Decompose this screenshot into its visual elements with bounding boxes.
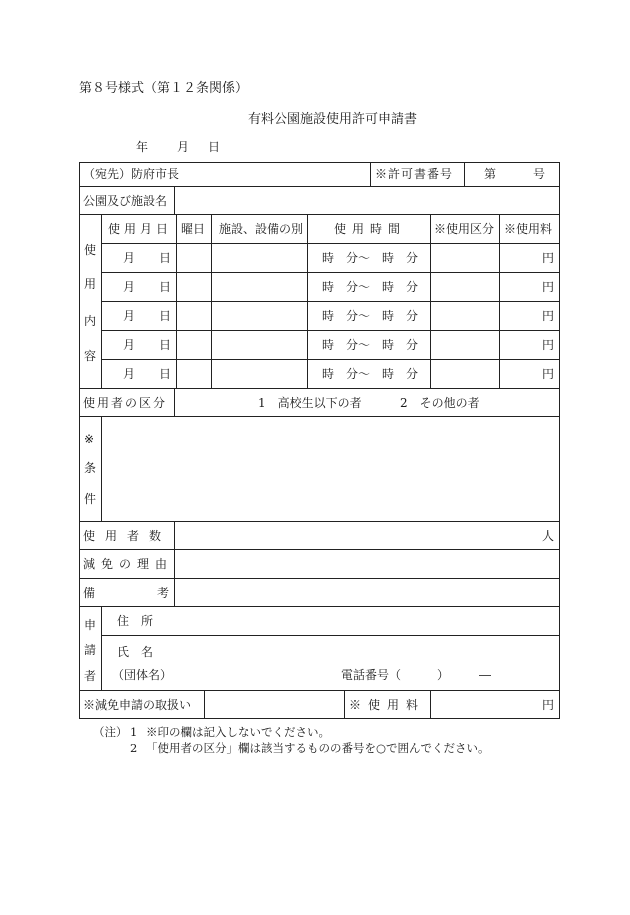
date-day-label: 日 <box>208 140 221 154</box>
conditions-mark: ※ <box>84 432 95 446</box>
user-class-option-2[interactable]: 2 その他の者 <box>400 396 480 410</box>
usage-side-label-2: 用 <box>84 277 97 291</box>
date-month-label: 月 <box>177 140 190 154</box>
addressee: （宛先）防府市長 <box>83 167 180 181</box>
month-label: 月 <box>123 280 136 294</box>
applicant-phone-label: 電話番号（ ） ― <box>341 668 492 682</box>
usage-side-label-4: 容 <box>84 349 97 363</box>
notes-prefix: （注） <box>93 725 128 739</box>
time-range-label: 時 分～ 時 分 <box>322 367 419 381</box>
day-label: 日 <box>159 280 172 294</box>
month-label: 月 <box>123 338 136 352</box>
month-label: 月 <box>123 309 136 323</box>
header-facility: 施設、設備の別 <box>219 222 304 236</box>
permit-number-prefix: 第 <box>484 167 497 181</box>
date-year-label: 年 <box>136 140 149 154</box>
applicant-address-label: 住 所 <box>117 614 154 628</box>
applicant-side-label-3: 者 <box>84 669 97 683</box>
usage-side-label-1: 使 <box>84 243 97 257</box>
fee-label: ※使用料 <box>349 698 426 712</box>
remarks-label: 備考 <box>83 586 232 600</box>
header-usage-fee: ※使用料 <box>504 222 553 236</box>
header-weekday: 曜日 <box>181 222 206 236</box>
park-facility-field[interactable] <box>175 187 559 214</box>
applicant-address-field[interactable] <box>160 607 558 634</box>
time-range-label: 時 分～ 時 分 <box>322 251 419 265</box>
user-count-field[interactable] <box>175 522 559 549</box>
applicant-name-label: 氏 名 <box>117 645 154 659</box>
month-label: 月 <box>123 251 136 265</box>
day-label: 日 <box>159 309 172 323</box>
user-count-label: 使用者数 <box>83 529 172 543</box>
day-label: 日 <box>159 338 172 352</box>
applicant-side-label-2: 請 <box>84 643 97 657</box>
header-usage-date: 使用月日 <box>108 222 173 236</box>
permit-number-suffix: 号 <box>533 167 546 181</box>
time-range-label: 時 分～ 時 分 <box>322 309 419 323</box>
form-title: 有料公園施設使用許可申請書 <box>248 112 418 127</box>
note-text: 「使用者の区分」欄は該当するものの番号を○で囲んでください。 <box>146 741 490 755</box>
user-class-option-1[interactable]: 1 高校生以下の者 <box>258 396 362 410</box>
header-usage-category: ※使用区分 <box>434 222 495 236</box>
yen-label: 円 <box>542 338 555 352</box>
conditions-label-2: 件 <box>84 492 97 506</box>
yen-label: 円 <box>542 309 555 323</box>
header-usage-time: 使用時間 <box>334 222 407 236</box>
month-label: 月 <box>123 367 136 381</box>
permit-number-label: ※許可書番号 <box>375 167 454 181</box>
fee-unit: 円 <box>542 698 555 712</box>
applicant-name-field[interactable] <box>160 638 320 688</box>
usage-side-label-3: 内 <box>84 314 97 328</box>
user-count-unit: 人 <box>542 529 555 543</box>
exemption-handling-label: ※減免申請の取扱い <box>83 698 192 712</box>
yen-label: 円 <box>542 251 555 265</box>
remarks-field[interactable] <box>175 579 559 606</box>
time-range-label: 時 分～ 時 分 <box>322 338 419 352</box>
form-number: 第８号様式（第１２条関係） <box>79 81 249 96</box>
yen-label: 円 <box>542 280 555 294</box>
time-range-label: 時 分～ 時 分 <box>322 280 419 294</box>
user-class-label: 使用者の区分 <box>83 396 168 410</box>
conditions-label-1: 条 <box>84 461 97 475</box>
note-number: 2 <box>130 741 138 755</box>
exemption-reason-label: 減免の理由 <box>83 557 174 571</box>
applicant-side-label-1: 申 <box>84 618 97 632</box>
park-facility-label: 公園及び施設名 <box>83 194 168 208</box>
applicant-group-label: （団体名） <box>112 668 173 682</box>
day-label: 日 <box>159 367 172 381</box>
yen-label: 円 <box>542 367 555 381</box>
note-text: ※印の欄は記入しないでください。 <box>146 725 330 739</box>
exemption-reason-field[interactable] <box>175 550 559 578</box>
note-number: 1 <box>130 725 138 739</box>
day-label: 日 <box>159 251 172 265</box>
